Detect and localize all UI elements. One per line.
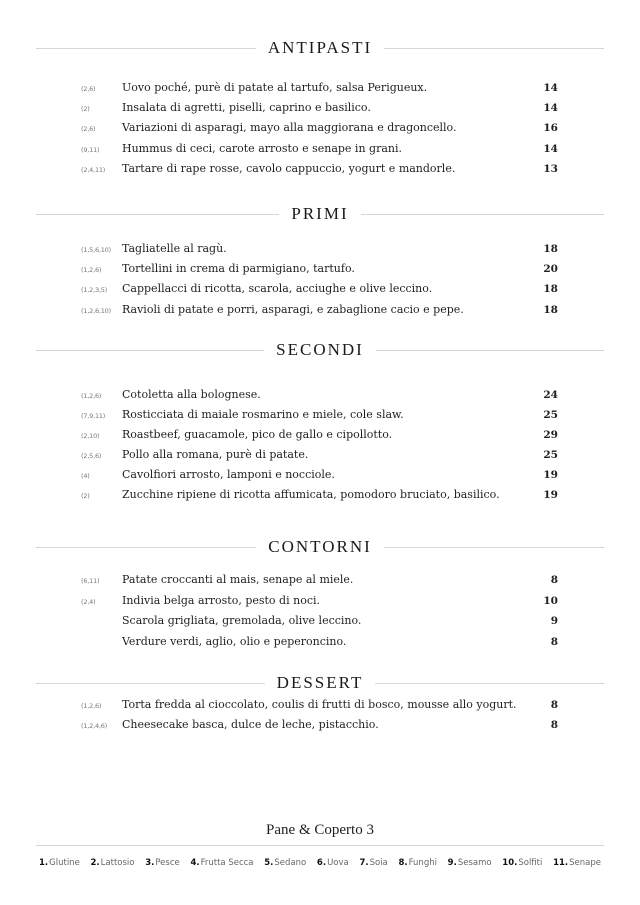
dish-price: 19 (543, 489, 558, 501)
dish-price: 24 (543, 389, 558, 401)
allergen-codes: (2,4,11) (81, 166, 106, 174)
dish-name: Patate croccanti al mais, senape al miele. (122, 573, 354, 586)
dish-name: Insalata di agretti, piselli, caprino e basilico. (122, 101, 371, 114)
dish-name: Tortellini in crema di parmigiano, tartufo. (122, 262, 355, 275)
allergen-label: Lattosio (100, 858, 135, 868)
allergen-number: 5. (264, 858, 274, 868)
allergen-number: 7. (359, 858, 369, 868)
allergen-number: 1. (39, 858, 49, 868)
section-title: PRIMI (291, 204, 349, 223)
allergen-codes: (1,2,6) (81, 392, 102, 400)
divider (384, 48, 604, 49)
dish-name: Cappellacci di ricotta, scarola, acciughe e olive leccino. (122, 282, 433, 295)
dish-name: Torta fredda al cioccolato, coulis di frutti di bosco, mousse allo yogurt. (122, 698, 517, 711)
menu-item (0, 447, 640, 467)
menu-item (0, 261, 640, 281)
dish-price: 25 (543, 449, 558, 461)
dish-name: Tartare di rape rosse, cavolo cappuccio, yogurt e mandorle. (122, 162, 456, 175)
allergen-legend-entry (317, 858, 349, 868)
divider (36, 350, 264, 351)
dish-price: 20 (543, 263, 558, 275)
divider (36, 48, 256, 49)
dish-price: 29 (543, 429, 558, 441)
allergen-codes: (2) (81, 105, 90, 113)
dish-price: 18 (543, 304, 558, 316)
allergen-legend-entry (190, 858, 253, 868)
menu-item (0, 634, 640, 654)
divider (361, 214, 604, 215)
dish-name: Pollo alla romana, purè di patate. (122, 448, 309, 461)
dish-price: 14 (543, 102, 558, 114)
allergen-codes: (6,11) (81, 577, 100, 585)
dish-name: Hummus di ceci, carote arrosto e senape in grani. (122, 142, 402, 155)
dish-price: 14 (543, 82, 558, 94)
section-title: DESSERT (276, 673, 364, 692)
allergen-legend-entry (145, 858, 180, 868)
allergen-number: 8. (398, 858, 408, 868)
menu-item (0, 467, 640, 487)
menu-item (0, 613, 640, 633)
allergen-label: Frutta Secca (200, 858, 254, 868)
dish-price: 19 (543, 469, 558, 481)
allergen-codes: (1,2,6,10) (81, 307, 111, 315)
allergen-number: 6. (316, 858, 327, 868)
menu-item (0, 302, 640, 322)
dish-price: 10 (543, 595, 558, 607)
dish-price: 8 (550, 574, 558, 586)
dish-name: Indivia belga arrosto, pesto di noci. (122, 594, 320, 607)
dish-price: 9 (550, 615, 558, 627)
divider (36, 683, 265, 684)
menu-item (0, 572, 640, 592)
allergen-label: Pesce (155, 858, 180, 868)
dish-name: Tagliatelle al ragù. (122, 242, 227, 255)
dish-price: 8 (550, 699, 558, 711)
menu-item (0, 487, 640, 507)
menu-item (0, 427, 640, 447)
allergen-label: Soia (369, 858, 388, 868)
allergen-legend-entry (448, 858, 492, 868)
dish-name: Cavolfiori arrosto, lamponi e nocciole. (122, 468, 335, 481)
allergen-codes: (2) (81, 492, 90, 500)
allergen-legend-entry (91, 858, 135, 868)
allergen-codes: (2,6) (81, 85, 96, 93)
allergen-codes: (2,6) (81, 125, 96, 133)
cover-charge-title: Pane & Coperto 3 (266, 822, 374, 838)
allergen-codes: (4) (81, 472, 90, 480)
allergen-legend-entry (553, 858, 601, 868)
section-header-secondi (36, 340, 604, 360)
dish-name: Ravioli di patate e porri, asparagi, e zabaglione cacio e pepe. (122, 303, 464, 316)
allergen-legend-entry (39, 858, 80, 868)
allergen-codes: (9,11) (81, 146, 100, 154)
dish-price: 18 (543, 243, 558, 255)
dish-price: 14 (543, 143, 558, 155)
menu-item (0, 407, 640, 427)
menu-item (0, 241, 640, 261)
allergen-codes: (2,10) (81, 432, 100, 440)
dish-name: Verdure verdi, aglio, olio e peperoncino. (122, 635, 347, 648)
section-header-antipasti (36, 38, 604, 58)
allergen-number: 3. (145, 858, 155, 868)
menu-item (0, 161, 640, 181)
menu-item (0, 141, 640, 161)
dish-price: 8 (550, 636, 558, 648)
menu-item (0, 387, 640, 407)
dish-price: 13 (543, 163, 558, 175)
divider (36, 547, 256, 548)
allergen-legend-entry (398, 858, 437, 868)
allergen-number: 11. (553, 858, 569, 868)
section-title: SECONDI (276, 340, 364, 359)
allergen-codes: (7,9,11) (81, 412, 106, 420)
divider (36, 214, 279, 215)
allergen-codes: (1,2,4,6) (81, 722, 108, 730)
menu-item (0, 120, 640, 140)
dish-name: Cotoletta alla bolognese. (122, 388, 261, 401)
allergen-label: Sesamo (457, 858, 492, 868)
section-header-primi (36, 204, 604, 224)
dish-price: 8 (550, 719, 558, 731)
section-header-contorni (36, 537, 604, 557)
divider (376, 350, 604, 351)
section-header-dessert (36, 673, 604, 693)
allergen-number: 9. (447, 858, 457, 868)
dish-name: Uovo poché, purè di patate al tartufo, salsa Perigueux. (122, 81, 428, 94)
menu-item (0, 717, 640, 737)
dish-price: 16 (543, 122, 558, 134)
allergen-codes: (1,2,3,5) (81, 286, 108, 294)
section-title: ANTIPASTI (267, 38, 373, 57)
allergen-legend (0, 858, 640, 868)
divider (384, 547, 604, 548)
allergen-label: Senape (569, 858, 601, 868)
dish-price: 25 (543, 409, 558, 421)
allergen-label: Solfiti (518, 858, 543, 868)
allergen-label: Sedano (274, 858, 307, 868)
allergen-number: 2. (90, 858, 100, 868)
menu-item (0, 80, 640, 100)
allergen-legend-entry (264, 858, 306, 868)
allergen-legend-entry (359, 858, 387, 868)
section-title: CONTORNI (268, 537, 372, 556)
dish-name: Cheesecake basca, dulce de leche, pistacchio. (122, 718, 379, 731)
allergen-number: 10. (502, 858, 518, 868)
allergen-label: Uova (327, 858, 349, 868)
allergen-label: Funghi (408, 858, 437, 868)
allergen-number: 4. (190, 858, 200, 868)
allergen-codes: (1,5,6,10) (81, 246, 111, 254)
allergen-codes: (2,4) (81, 598, 96, 606)
dish-name: Scarola grigliata, gremolada, olive leccino. (122, 614, 362, 627)
allergen-legend-entry (502, 858, 542, 868)
menu-item (0, 281, 640, 301)
allergen-codes: (1,2,6) (81, 266, 102, 274)
menu-item (0, 593, 640, 613)
dish-name: Variazioni di asparagi, mayo alla maggiorana e dragoncello. (122, 121, 457, 134)
allergen-codes: (2,5,6) (81, 452, 102, 460)
dish-price: 18 (543, 283, 558, 295)
divider (36, 845, 604, 846)
dish-name: Zucchine ripiene di ricotta affumicata, pomodoro bruciato, basilico. (122, 488, 500, 501)
allergen-codes: (1,2,6) (81, 702, 102, 710)
menu-item (0, 100, 640, 120)
dish-name: Roastbeef, guacamole, pico de gallo e cipollotto. (122, 428, 393, 441)
allergen-label: Glutine (49, 858, 80, 868)
divider (375, 683, 604, 684)
menu-item (0, 697, 640, 717)
dish-name: Rosticciata di maiale rosmarino e miele, cole slaw. (122, 408, 404, 421)
